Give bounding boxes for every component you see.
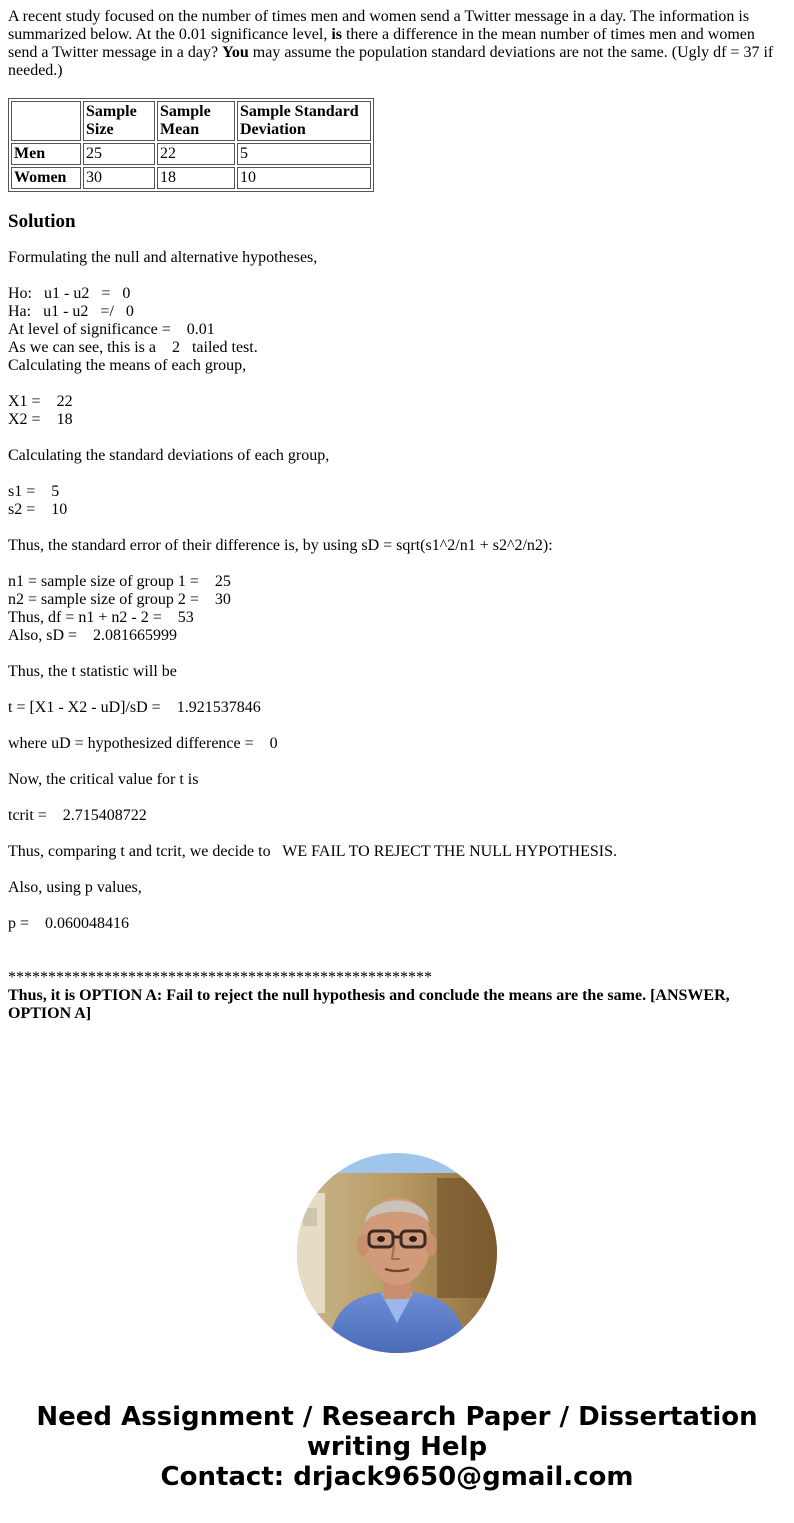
- solution-line: [8, 717, 786, 735]
- author-avatar: [297, 1153, 497, 1353]
- separator-stars: *****************************************************: [8, 969, 432, 986]
- solution-line: n1 = sample size of group 1 = 25: [8, 573, 231, 590]
- solution-heading: Solution: [8, 211, 76, 232]
- solution-line: Ha: u1 - u2 =/ 0: [8, 303, 134, 320]
- question-emphasis-is: is: [331, 26, 342, 43]
- promo-footer: [0, 1402, 794, 1492]
- question-part-3: may assume the population standard deviations are not the same. (Ugly df = 37 if needed.): [8, 44, 774, 79]
- solution-line: Ho: u1 - u2 = 0: [8, 285, 131, 302]
- question-part-1: A recent study focused on the number of times men and women send a Twitter message in a day. The information is summarized below. At the 0.01 significance level,: [8, 8, 750, 43]
- solution-line: [8, 933, 786, 951]
- table-cell: 22: [157, 143, 235, 165]
- table-header-cell: Sample Mean: [157, 101, 235, 141]
- solution-line: [8, 753, 786, 771]
- solution-line: [8, 645, 786, 663]
- table-row: [11, 143, 371, 165]
- footer-line-1: Need Assignment / Research Paper / Dissertation: [36, 1402, 758, 1432]
- question-part-2: there a difference in the mean number of times men and women send a Twitter message in a day?: [8, 26, 755, 61]
- table-header-cell: Sample Size: [83, 101, 155, 141]
- table-cell: 18: [157, 167, 235, 189]
- solution-line: [8, 267, 786, 285]
- solution-line: Calculating the means of each group,: [8, 357, 247, 374]
- row-label: Men: [11, 143, 81, 165]
- solution-line: Formulating the null and alternative hypotheses,: [8, 249, 318, 266]
- solution-line: tcrit = 2.715408722: [8, 807, 147, 824]
- solution-line: Thus, df = n1 + n2 - 2 = 53: [8, 609, 194, 626]
- solution-body: [8, 249, 786, 969]
- footer-line-2: writing Help: [306, 1432, 488, 1462]
- table-header-cell: Sample Standard Deviation: [237, 101, 371, 141]
- solution-line: [8, 375, 786, 393]
- solution-line: where uD = hypothesized difference = 0: [8, 735, 278, 752]
- footer-contact: Contact: drjack9650@gmail.com: [160, 1462, 634, 1492]
- summary-table: [8, 98, 374, 192]
- solution-line: [8, 429, 786, 447]
- solution-line: [8, 861, 786, 879]
- solution-line: n2 = sample size of group 2 = 30: [8, 591, 231, 608]
- solution-line: [8, 465, 786, 483]
- table-cell: 5: [237, 143, 371, 165]
- solution-line: [8, 555, 786, 573]
- solution-line: X1 = 22: [8, 393, 73, 410]
- solution-line: [8, 897, 786, 915]
- solution-line: s2 = 10: [8, 501, 68, 518]
- solution-line: t = [X1 - X2 - uD]/sD = 1.921537846: [8, 699, 261, 716]
- final-answer: Thus, it is OPTION A: Fail to reject the null hypothesis and conclude the means are the same. [ANSWER, OPTION A]: [8, 987, 730, 1022]
- solution-line: [8, 519, 786, 537]
- question-emphasis-you: You: [222, 44, 249, 61]
- solution-line: Thus, the t statistic will be: [8, 663, 177, 680]
- document-body: [8, 8, 786, 1023]
- table-header-row: [11, 101, 371, 141]
- author-photo: [297, 1153, 497, 1353]
- solution-line: [8, 789, 786, 807]
- solution-line: Thus, comparing t and tcrit, we decide to WE FAIL TO REJECT THE NULL HYPOTHESIS.: [8, 843, 617, 860]
- table-cell: 25: [83, 143, 155, 165]
- solution-line: Now, the critical value for t is: [8, 771, 199, 788]
- solution-line: [8, 951, 786, 969]
- solution-line: Calculating the standard deviations of each group,: [8, 447, 330, 464]
- solution-line: s1 = 5: [8, 483, 60, 500]
- solution-line: Also, using p values,: [8, 879, 142, 896]
- solution-line: Thus, the standard error of their difference is, by using sD = sqrt(s1^2/n1 + s2^2/n2):: [8, 537, 553, 554]
- solution-line: p = 0.060048416: [8, 915, 130, 932]
- table-row: [11, 167, 371, 189]
- solution-line: Also, sD = 2.081665999: [8, 627, 178, 644]
- table-header-cell: [11, 101, 81, 141]
- table-cell: 30: [83, 167, 155, 189]
- solution-line: As we can see, this is a 2 tailed test.: [8, 339, 258, 356]
- table-cell: 10: [237, 167, 371, 189]
- solution-line: At level of significance = 0.01: [8, 321, 215, 338]
- row-label: Women: [11, 167, 81, 189]
- question-text: [8, 8, 786, 80]
- solution-line: [8, 681, 786, 699]
- solution-line: [8, 825, 786, 843]
- solution-line: X2 = 18: [8, 411, 73, 428]
